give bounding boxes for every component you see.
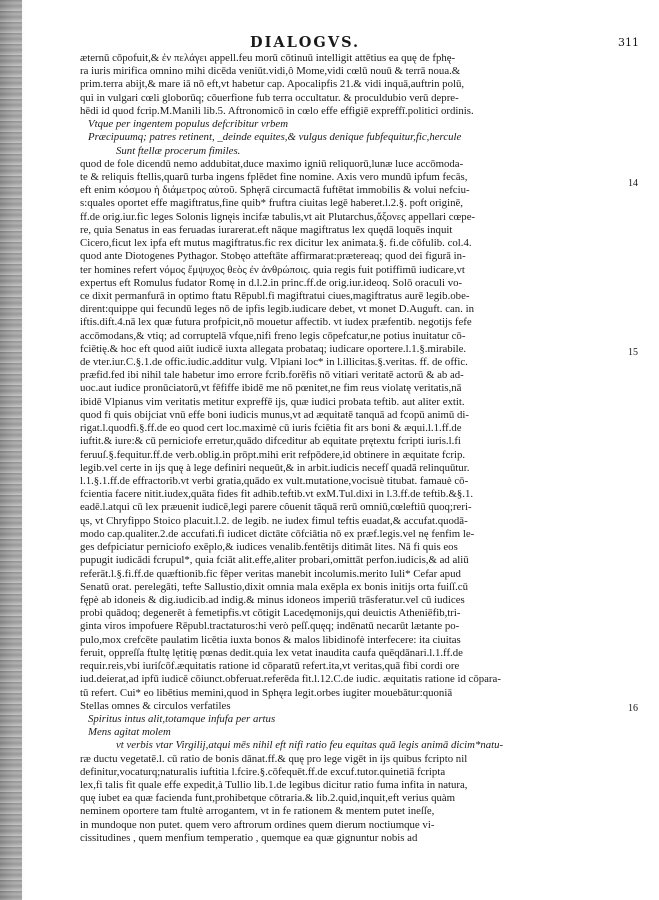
text-line: eadē.l.atqui cū lex præuenit iudicē,legi parere côuenit tāquā rerū omniū,cœleftiū quoq;reri- [80, 501, 472, 514]
text-line: uoc.aut iudice pronūciatorū,vt fēfiffe ibidē me nō pœnitet,ne fim reus violatę veritatis,nā [80, 382, 462, 395]
text-line: ges defpiciatur perniciofo exēplo,& iudices venalib.fentētijs ditimāt lites. Nā fi quis eos [80, 541, 458, 554]
text-line: quod de fole dicendū nemo addubitat,duce maximo igniū reliquorū,lunæ luce accōmoda- [80, 157, 464, 170]
text-line: æternū cōpofuit,& ἐν πελάγει appell.feu morū cōtinuū intelligit attētius ea quę de fphę- [80, 52, 456, 64]
text-line: ræ ductu vegetatē.l. cū ratio de bonis dānat.ff.& quę pro lege vigēt in ijs quibus fcripto nil [80, 752, 468, 765]
margin-number: 15 [628, 347, 638, 358]
verse-line: vt verbis vtar Virgilij,atqui mēs nihil eft nifi ratio feu equitas quā legis animā dicim*natu- [116, 739, 504, 752]
margin-number: 14 [628, 178, 638, 189]
margin-number: 16 [628, 703, 638, 714]
text-line: rigat.l.quodfi.§.ff.de eo quod cert loc.maximè cū iuris fciētia fit ars boni & æqui.l.1.ff.de [80, 422, 462, 435]
text-line: fcientia facere nitit.iudex,quāta fides fit adhib.teftib.vt exM.Tul.dixi in l.3.ff.de teftib.&§.1. [80, 488, 474, 501]
text-line: definitur,vocaturq;naturalis iuftitia l.fcire.§.cōfequēt.ff.de excuf.tutor.quinetiā fcripta [80, 765, 446, 778]
body-text [80, 52, 620, 858]
text-line: ginta viros impofuere Rēpubl.tractaturos:hi verò peſſ.quęq; indēnatū necarūt lætante po- [80, 620, 460, 633]
text-line: pupugit iudicādi fcrupul*, quia fciāt alit.effe,aliter probari,omittāt perfon.iudicis,& ad aliū [80, 554, 469, 567]
text-line: fciētię.& hoc eft quod aiūt iudicē iuxta allegata probataq; iudicare oportere.l.1.§.mirabile. [80, 342, 467, 355]
text-line: quę iubet ea quæ facienda funt,prohibetque cōtraria.& lib.2.quid,inquit,eft verius quàm [80, 792, 456, 805]
text-line: quod fi quis obijciat vnū effe boni iudicis munus,vt ad æquitatē tanquā ad fcopū animū di- [80, 408, 470, 421]
text-line: cissitudines , quem menfium temperatio , quemque ea quæ gignuntur nobis ad [80, 831, 418, 844]
text-line: feruuſ.§.fequitur.ff.de verb.oblig.in prōpt.mihi erit refpōdere,id obtinere in æquitate fcrip. [80, 448, 466, 461]
text-line [80, 845, 620, 858]
text-line: modo cap.qualiter.2.de accufati.fi iudicet dictāte cōfciātia nō ex præf.legis.vel nę fenfim le- [80, 527, 475, 540]
text-line: l.1.§.1.ff.de effractorib.vt verbi gratia,quādo ex vult.mutatione,vocisuè titubat. famauè cō- [80, 475, 469, 487]
book-gutter-shadow [0, 0, 22, 900]
text-line: accōmodans,& vtiq; ad corruptelā vfque,nifi freno legis cōpefcatur,ne potius inuitatur cō- [80, 329, 466, 342]
text-line: te & reliquis ftellis,quarū turba ingens fplēdet fine nomine. Axis vero mundū ipfum fecās, [80, 170, 468, 183]
text-line: ce dixit permanfurā in optimo ftatu Rēpubl.fi magiftratui ciues,magiftratus aurē legib.obe- [80, 289, 470, 302]
running-header: DIALOGVS. [250, 34, 361, 51]
text-line: prim.terra abijt,& mare iā nō eft,vt habetur cap. Apocalipfis 21.& vidi inquā,auftrin polū, [80, 78, 465, 91]
text-line: in mundoque non putet. quem vero aftrorum ordines quem dierum noctiumque vi- [80, 818, 435, 831]
text-line: Stellas omnes & circulos verfatiles [80, 699, 231, 712]
text-line: iuftit.& iure:& cū perniciofe erretur,quādo difceditur ab equitate prętextu fcripti iuris.l.fi [80, 435, 461, 448]
text-line: dirent:quippe qui fecundū leges nō de ipfis legib.iudicare debet, vt monet D.Auguft. can. in [80, 303, 474, 316]
text-line: ter homines refert νόμος ἔμψυχος θεὸς ἐν ἀνθρώποις. quia regis fuit potiffimū iudicare,vt [80, 263, 465, 276]
verse-line: Sunt ftellæ procerum fimiles. [116, 144, 241, 157]
text-line: re, quia Senatus in eas feruadas iurarerat.eft nāque magiftratus lex quędā loquēs inquit [80, 223, 453, 236]
verse-line: Spiritus intus alit,totamque infufa per artus [88, 712, 276, 725]
text-line: quod ante Diotogenes Pythagor. Stobęo atteftāte affirmarat:prætereaq; quod dei figurā in- [80, 250, 466, 263]
text-line: Senatū orat. perelegāti, tefte Sallustio,dixit omnia mala exēpla ex bonis initijs orta fuiſſ.cū [80, 580, 468, 593]
text-line: iftis.dift.4.nā lex quæ futura profpicit,nō mouetur affectib. vt iudex præfentib. negotijs fefe [80, 316, 472, 329]
verse-line: Mens agitat molem [88, 726, 171, 739]
verse-line: Præcipuumq; patres retinent, _deinde equites,& vulgus denique fubfequitur,fic,hercule [88, 131, 462, 144]
text-line: fępè ab idoneis & dig.iudicib.ad indig.& minus idoneos imperiū trāsferatur.vel cū iudices [80, 593, 465, 606]
verse-line: Vtque per ingentem populus defcribitur vrbem [88, 118, 289, 131]
text-line: ff.de orig.iur.fic leges Solonis lignęis incifæ tabulis,vt ait Plutarchus,ἄξονες appellari cœpe- [80, 210, 476, 223]
text-line: Cicero,ficut lex ipfa eft mutus magiftratus.fic rex dicitur lex animata.§. fi.de cōfulib. col.4. [80, 237, 472, 250]
text-line: s:quales oportet effe magiftratus,fine quib* fruftra ciuitas legē haberet.l.2.§. poft originē, [80, 197, 463, 210]
page-number: 311 [618, 36, 639, 49]
text-line: referāt.l.§.fi.ff.de quæftionib.fic fêper veritas manebit incolumis.merito Iuli* Cefar apud [80, 567, 461, 580]
text-line: tū refert. Cui* eo libētius memini,quod in Sphęra legit.orbes iugiter mouebātur:quoniā [80, 686, 453, 699]
text-line: legib.vel certe in ijs quę à lege definiri nequeūt,& in arbit.iudicis necefſ quadā relinquūtur. [80, 461, 470, 474]
text-line: requir.reis,vbi iuriſcōf.æquitatis ratione id cōparatū refert.ita,vt veritas,quā fibi cordi ore [80, 660, 460, 673]
text-line: de vter.iur.C.§.1.de offic.iudic.additur vulg. Vlpiani loc* in l.illicitas.§.veritas. ff. de offic. [80, 356, 468, 369]
text-line: expertus eft Romulus fudator Romę in d.l.2.in princ.ff.de orig.iur.ideoq. Solō oraculi vo- [80, 276, 463, 289]
text-line: eft enim κόσμου ἡ διάμετρος αὐτοῦ. Sphęrā circumactā fuftētat immobilis & volui nefciu- [80, 184, 470, 197]
text-line: iud.deierat,ad ipfū iudicē cōiunct.obferuat.referēda fit.l.12.C.de iudic. æquitatis ratione id cōpara- [80, 673, 501, 686]
text-line: lex,fi talis fit quale effe expedit,à Tullio lib.1.de legibus dicitur ratio fuma infita in natura, [80, 779, 468, 792]
text-line: feruit, oppreſſa ftultę lętitię pœnas dedit.quia lex vetat inaudita caufa quēqdānari.l.1.ff.de [80, 646, 463, 659]
text-line: præfid.fed ibi nihil tale habetur imo errore fcrib.forēfis nō vitiari veritatē actorū & ab ad- [80, 369, 464, 382]
text-line: neminem oportere tam ftultè arrogantem, vt in fe rationem & mentem putet ineſſe, [80, 805, 435, 818]
text-line: qui in vulgari cœli globorūq; cōuerfione fub terra occultatur. & proculdubio verū depre- [80, 91, 459, 104]
text-line: pulo,mox crefcēte paulatim licētia iuxta bonos & malos libidinofè interfecere: ita ciuitas [80, 633, 461, 646]
text-line: hēdi id quod fcrip.M.Manili lib.5. Aftronomicō in cœlo effe effigiē expreffī.politici ordinis. [80, 104, 474, 117]
text-line: probi quādoq; degenerēt à femetipfis.vt cōtigit Lacedęmonijs,qui deuictis Atheniēfib,tri- [80, 607, 461, 620]
text-line: ra iuris mirifica omnino mihi dicēda veniūt.vidi,ô Mome,vidi cœlū nouū & terrā noua.& [80, 65, 461, 78]
text-line: ibidē Vlpianus vim veritatis metitur expreffē ijs, quæ iudici probata teftib. aut aliter extit. [80, 395, 465, 408]
text-line: ųs, vt Chryfippo Stoico placuit.l.2. de legib. ne iudex fimul teftis euadat,& accufat.quodā- [80, 514, 468, 527]
